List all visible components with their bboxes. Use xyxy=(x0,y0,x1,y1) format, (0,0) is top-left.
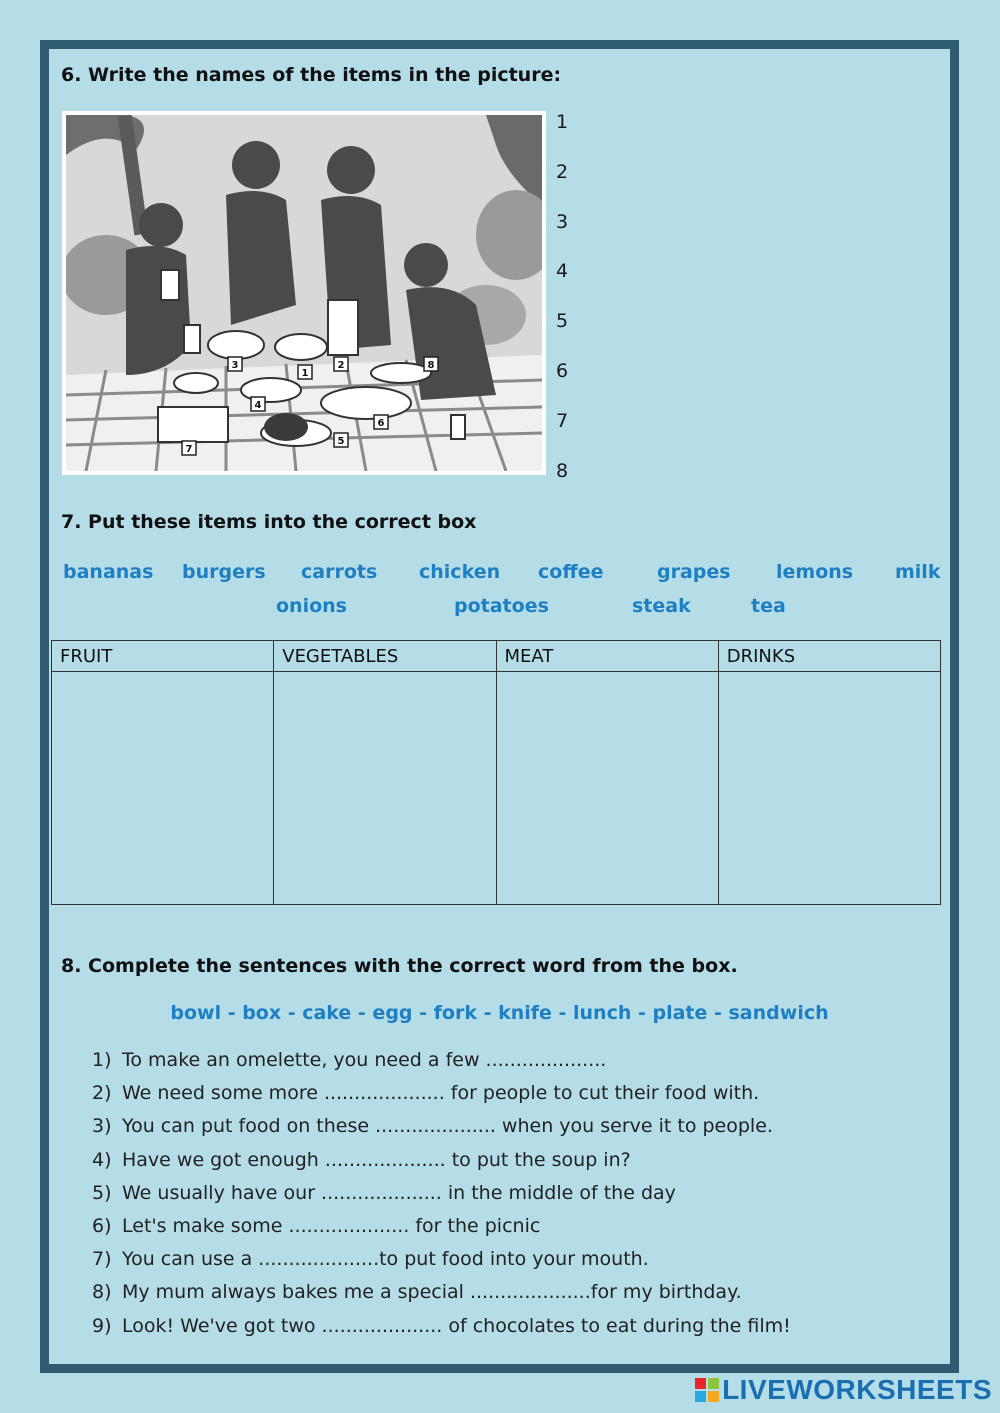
sentence-number: 4) xyxy=(92,1148,112,1171)
sentence-number: 8) xyxy=(92,1281,112,1304)
word-item: steak xyxy=(632,595,691,617)
sentence-text: We need some more .................... for people to cut their food with. xyxy=(122,1082,760,1105)
sentence-item xyxy=(92,1248,942,1281)
picture-tag-5: 5 xyxy=(337,436,345,447)
word-item: grapes xyxy=(657,561,731,583)
sentence-text: Have we got enough .................... to put the soup in? xyxy=(122,1148,631,1171)
word-item: lemons xyxy=(776,561,854,583)
word-item: coffee xyxy=(538,561,604,583)
sentence-item xyxy=(92,1315,942,1348)
sentence-number: 9) xyxy=(92,1314,112,1337)
sentence-item xyxy=(92,1049,942,1082)
word-item: tea xyxy=(751,595,786,617)
word-item: milk xyxy=(895,561,941,583)
sentence-item xyxy=(92,1082,942,1115)
picture-tag-6: 6 xyxy=(377,418,385,429)
section-6-heading: 6. Write the names of the items in the picture: xyxy=(61,64,562,86)
sentence-text: You can use a ....................to put food into your mouth. xyxy=(122,1248,649,1271)
picture-tag-8: 8 xyxy=(427,360,435,371)
sentence-list xyxy=(92,1049,942,1348)
column-header-fruit: FRUIT xyxy=(52,641,274,672)
answer-number: 7 xyxy=(556,409,569,432)
word-item: onions xyxy=(276,595,347,617)
sentence-number: 3) xyxy=(92,1115,112,1138)
sentence-text: We usually have our .................... in the middle of the day xyxy=(122,1181,676,1204)
vegetables-answer-cell[interactable] xyxy=(274,672,496,905)
word-item: potatoes xyxy=(454,595,549,617)
sentence-text: My mum always bakes me a special ....................for my birthday. xyxy=(122,1281,742,1304)
section-8-heading: 8. Complete the sentences with the correct word from the box. xyxy=(61,955,738,977)
sentence-text: You can put food on these .................... when you serve it to people. xyxy=(122,1115,773,1138)
picture-tag-1: 1 xyxy=(301,368,309,379)
worksheet-frame xyxy=(40,40,959,1373)
sentence-text: Look! We've got two .................... of chocolates to eat during the film! xyxy=(122,1314,791,1337)
sentence-text: Let's make some .................... for the picnic xyxy=(122,1214,541,1237)
column-header-meat: MEAT xyxy=(496,641,718,672)
word-item: bananas xyxy=(63,561,154,583)
answer-number: 6 xyxy=(556,359,569,382)
answer-number: 4 xyxy=(556,260,569,283)
liveworksheets-brand-text: LIVEWORKSHEETS xyxy=(722,1374,992,1405)
sentence-text: To make an omelette, you need a few .................... xyxy=(122,1049,607,1071)
answer-number: 8 xyxy=(556,459,569,482)
drinks-answer-cell[interactable] xyxy=(718,672,940,905)
worksheet-page xyxy=(49,49,950,1364)
sentence-number: 6) xyxy=(92,1214,112,1237)
picnic-picture xyxy=(62,111,546,475)
fruit-answer-cell[interactable] xyxy=(52,672,274,905)
answer-number-list xyxy=(556,111,596,509)
picture-tag-2: 2 xyxy=(337,360,345,371)
sentence-number: 7) xyxy=(92,1248,112,1271)
liveworksheets-logo-icon xyxy=(695,1378,719,1402)
liveworksheets-logo[interactable] xyxy=(695,1374,992,1406)
sorting-table xyxy=(51,640,941,905)
sentence-item xyxy=(92,1182,942,1215)
sentence-item xyxy=(92,1149,942,1182)
word-bank xyxy=(61,561,941,641)
section-7-heading: 7. Put these items into the correct box xyxy=(61,511,477,533)
sentence-number: 2) xyxy=(92,1082,112,1105)
picture-tag-7: 7 xyxy=(185,444,193,455)
word-item: carrots xyxy=(301,561,378,583)
answer-number: 5 xyxy=(556,310,569,333)
sentence-item xyxy=(92,1115,942,1148)
word-item: chicken xyxy=(419,561,501,583)
sentence-number: 5) xyxy=(92,1181,112,1204)
answer-number: 3 xyxy=(556,210,569,233)
picture-tag-4: 4 xyxy=(254,400,262,411)
picture-tag-3: 3 xyxy=(231,360,239,371)
answer-number: 2 xyxy=(556,160,569,183)
word-item: burgers xyxy=(182,561,266,583)
word-box-8: bowl - box - cake - egg - fork - knife - lunch - plate - sandwich xyxy=(170,1002,829,1024)
answer-number: 1 xyxy=(556,111,569,133)
sentence-item xyxy=(92,1215,942,1248)
sentence-number: 1) xyxy=(92,1049,112,1071)
sentence-item xyxy=(92,1281,942,1314)
column-header-vegetables: VEGETABLES xyxy=(274,641,496,672)
meat-answer-cell[interactable] xyxy=(496,672,718,905)
column-header-drinks: DRINKS xyxy=(718,641,940,672)
